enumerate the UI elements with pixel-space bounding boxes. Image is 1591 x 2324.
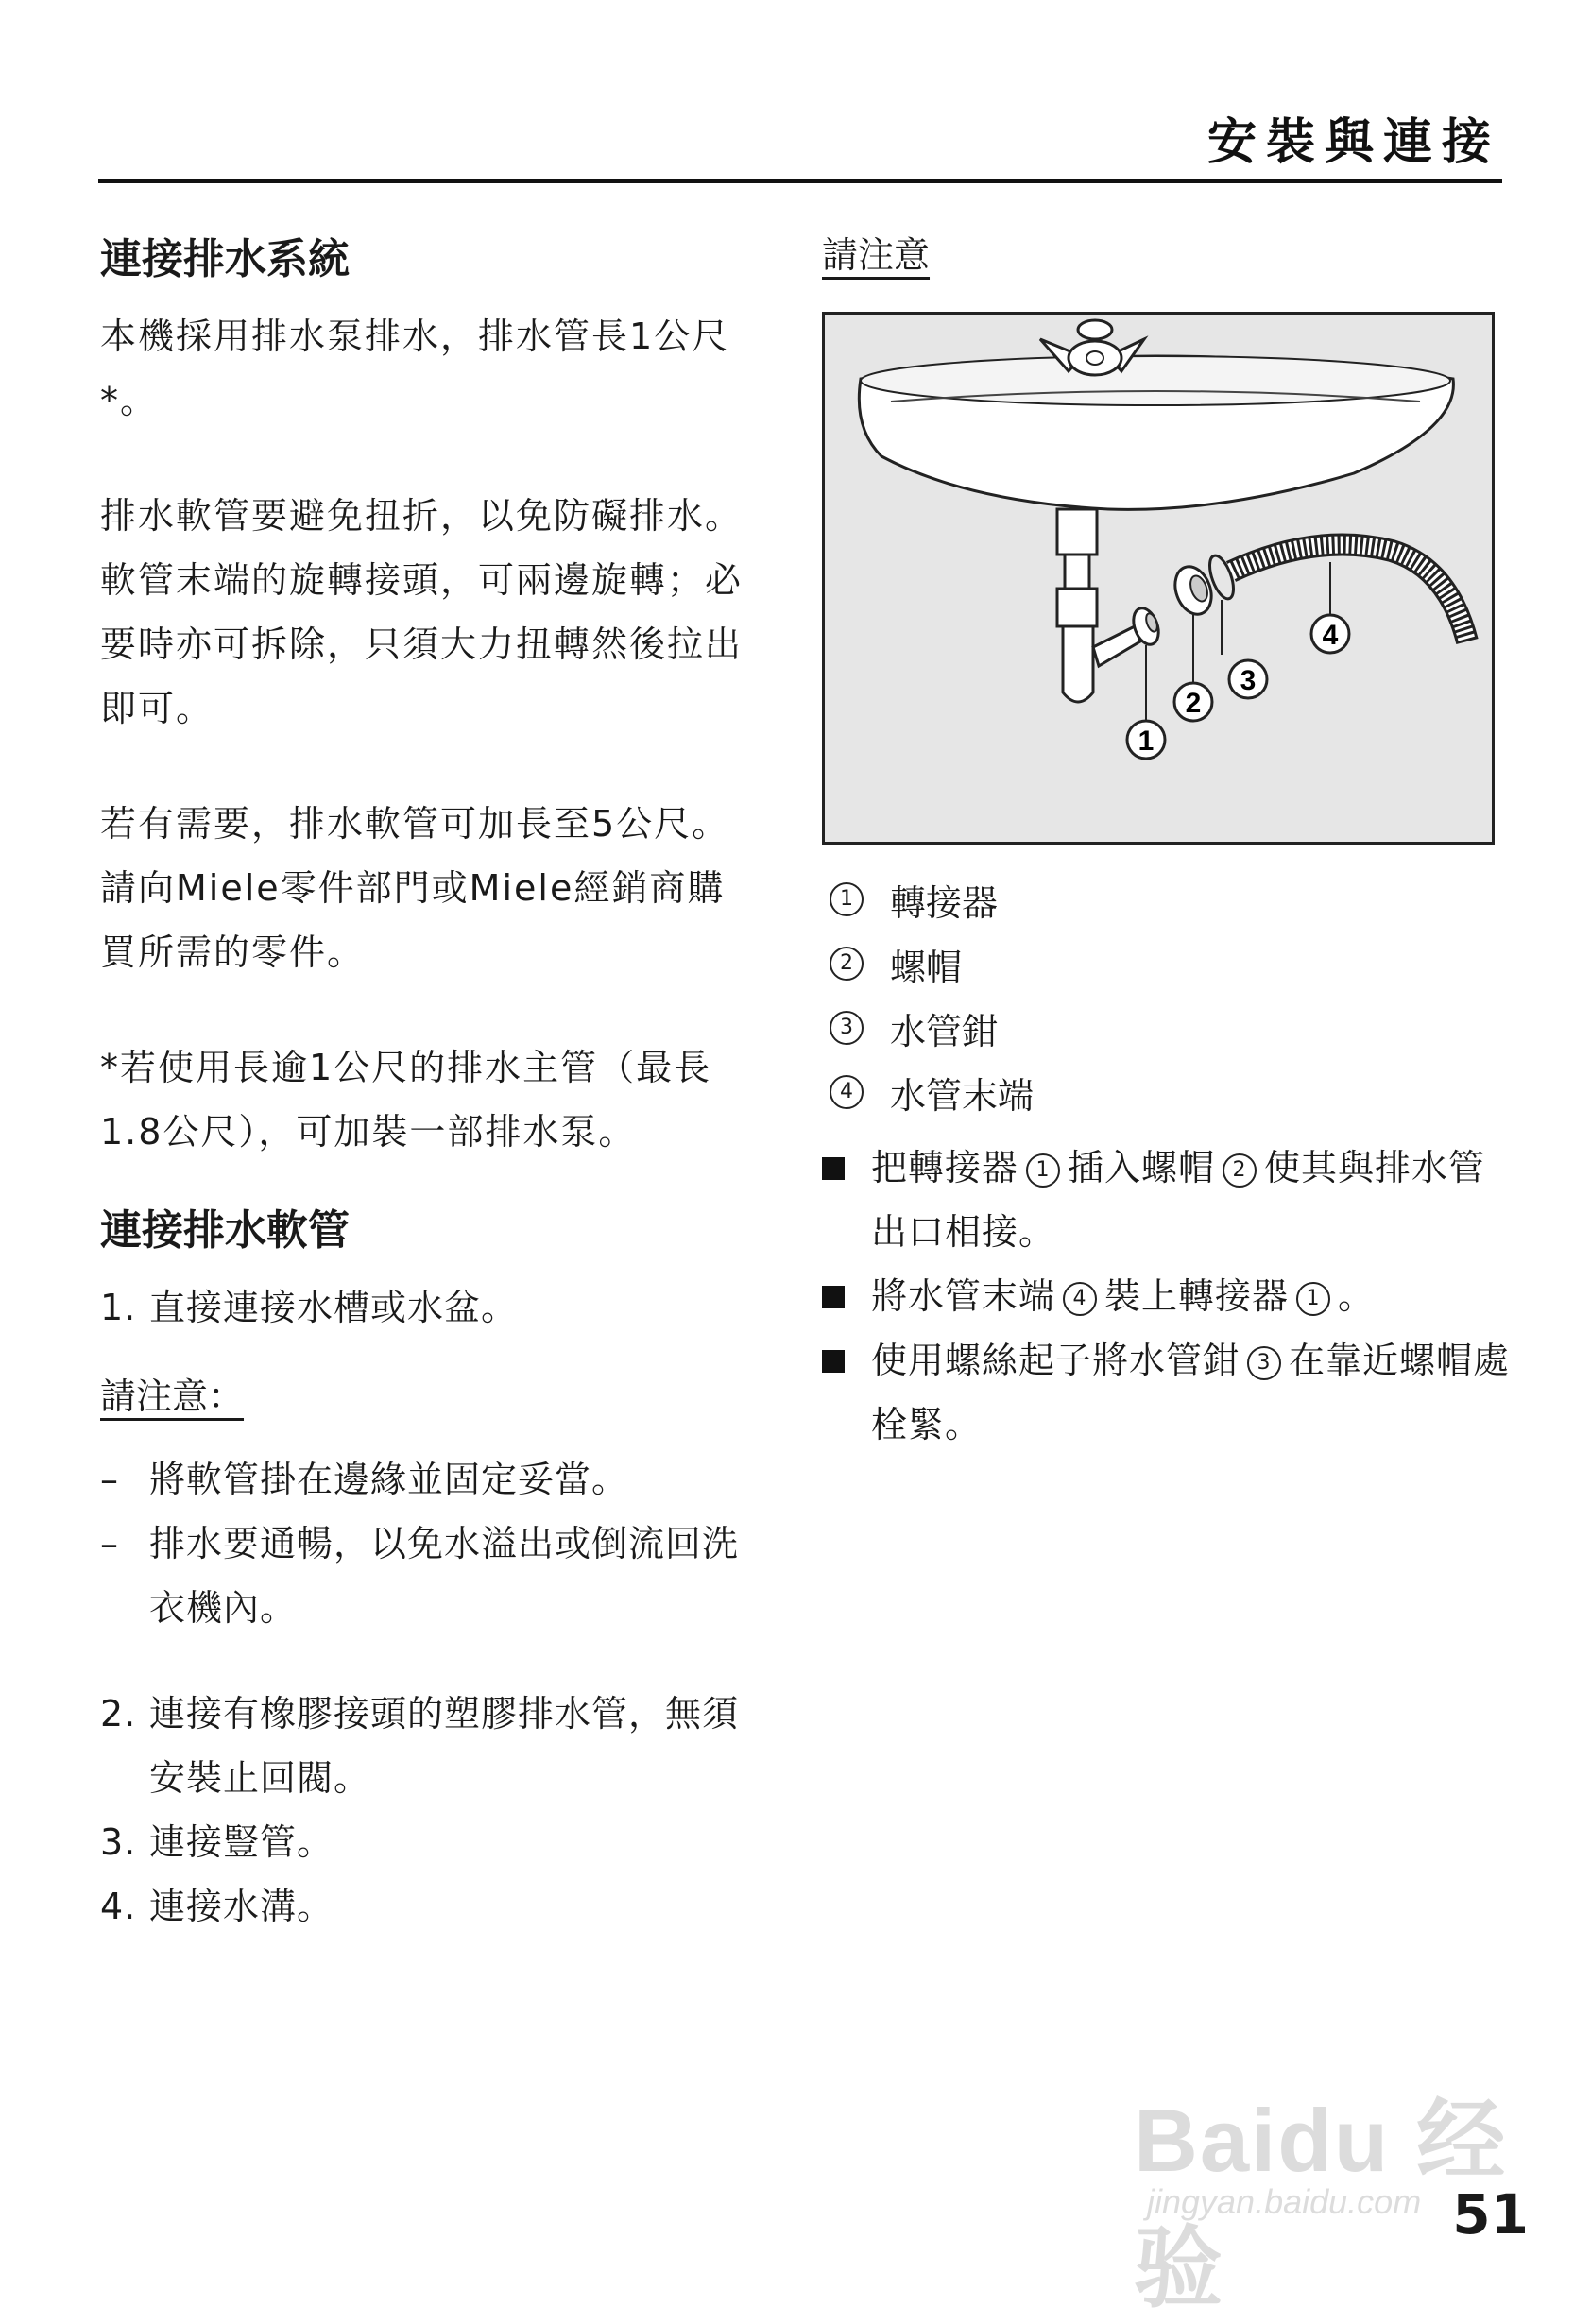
legend-item — [822, 931, 1512, 996]
list-item — [100, 1275, 761, 1340]
list-text: 將軟管掛在邊緣並固定妥當。 — [149, 1459, 629, 1500]
list-number: 2. — [100, 1693, 137, 1734]
right-column — [822, 227, 1512, 1457]
legend-text: 螺帽 — [890, 946, 963, 988]
paragraph-footnote: *若使用長逾1公尺的排水主管（最長1.8公尺），可加裝一部排水泵。 — [100, 1047, 712, 1153]
list-text: 連接水溝。 — [149, 1886, 334, 1927]
legend — [822, 867, 1512, 1124]
list-item — [100, 1810, 761, 1874]
page-number: 51 — [1452, 2182, 1529, 2247]
list-number: 4. — [100, 1886, 137, 1927]
legend-number: 3 — [830, 1011, 864, 1045]
paragraph-pump: 本機採用排水泵排水，排水管長1公尺*。 — [100, 316, 730, 421]
section-title-drainage: 連接排水系統 — [100, 235, 350, 283]
dash-mark: – — [100, 1523, 119, 1564]
watermark-url: jingyan.baidu.com — [1147, 2182, 1422, 2221]
legend-number: 4 — [830, 1075, 864, 1109]
legend-text: 水管鉗 — [890, 1010, 999, 1052]
list-number: 1. — [100, 1287, 137, 1328]
step-item — [822, 1328, 1512, 1457]
legend-number: 2 — [830, 947, 864, 981]
square-bullet — [822, 1136, 871, 1264]
list-text: 直接連接水槽或水盆。 — [149, 1287, 519, 1328]
square-bullet — [822, 1328, 871, 1457]
list-item — [100, 1512, 761, 1640]
paragraph-hose-kink: 排水軟管要避免扭折，以免防礙排水。軟管末端的旋轉接頭，可兩邊旋轉；必要時亦可拆除，只須大力扭轉然後拉出即可。 — [100, 495, 744, 729]
step-item — [822, 1136, 1512, 1264]
list-item — [100, 1447, 761, 1512]
step-text: 將水管末端 4 裝上轉接器 1 。 — [871, 1275, 1376, 1317]
steps — [822, 1136, 1512, 1457]
legend-item — [822, 996, 1512, 1060]
list-number: 3. — [100, 1821, 137, 1863]
legend-number: 1 — [830, 882, 864, 916]
section-title-hose: 連接排水軟管 — [100, 1206, 350, 1255]
step-item — [822, 1264, 1512, 1328]
illustration-svg — [825, 315, 1492, 842]
square-bullet — [822, 1264, 871, 1328]
legend-item — [822, 1060, 1512, 1124]
callout-2: 2 — [1185, 688, 1202, 719]
list-item — [100, 1874, 761, 1939]
left-column — [100, 227, 761, 1939]
step-text: 使用螺絲起子將水管鉗 3 在靠近螺帽處栓緊。 — [871, 1340, 1511, 1445]
step-text: 把轉接器 1 插入螺帽 2 使其與排水管出口相接。 — [871, 1147, 1486, 1253]
callout-3: 3 — [1240, 665, 1257, 696]
list-item — [100, 1682, 761, 1810]
callout-1: 1 — [1138, 726, 1155, 757]
note-label: 請注意 — [822, 234, 931, 276]
legend-text: 水管末端 — [890, 1074, 1035, 1117]
watermark-brand: Baidu 经验 — [1134, 2091, 1508, 2317]
legend-text: 轉接器 — [890, 881, 999, 924]
list-text: 連接有橡膠接頭的塑膠排水管，無須安裝止回閥。 — [149, 1693, 740, 1799]
dash-mark: – — [100, 1459, 119, 1500]
header-rule — [98, 179, 1502, 183]
note-label: 請注意： — [100, 1376, 245, 1417]
paragraph-extension: 若有需要，排水軟管可加長至5公尺。請向Miele零件部門或Miele經銷商購買所需的零件。 — [100, 803, 730, 973]
list-text: 排水要通暢，以免水溢出或倒流回洗衣機內。 — [149, 1523, 740, 1629]
legend-item — [822, 867, 1512, 931]
callout-4: 4 — [1322, 620, 1339, 651]
sink-drain-illustration — [822, 312, 1495, 845]
list-text: 連接豎管。 — [149, 1821, 334, 1863]
header-title: 安裝與連接 — [1206, 114, 1500, 171]
